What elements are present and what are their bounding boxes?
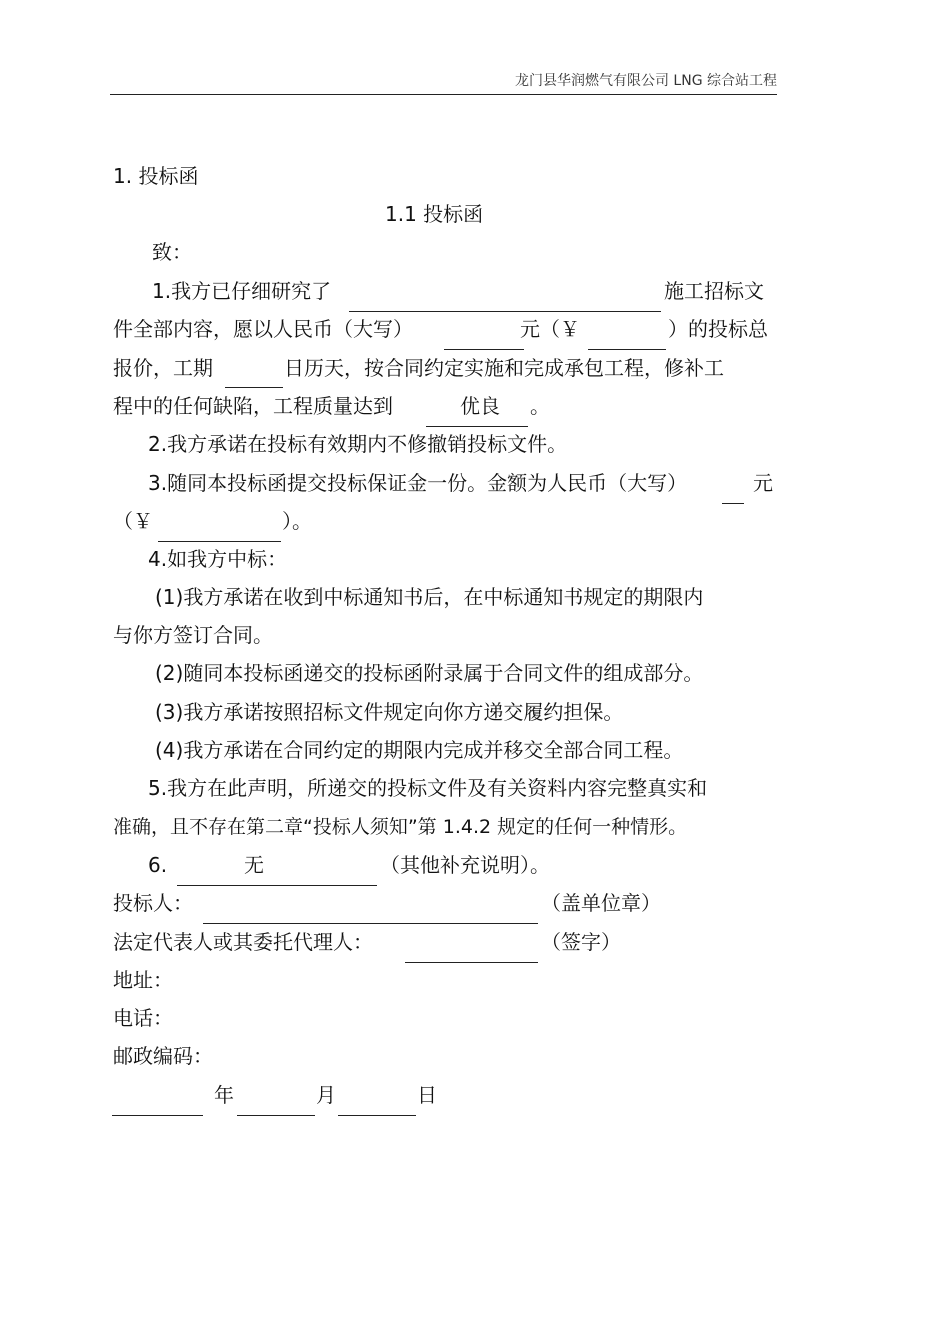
p4-item2: (2)随同本投标函递交的投标函附录属于合同文件的组成部分。	[155, 661, 704, 685]
p4-text: 4.如我方中标：	[148, 547, 288, 571]
blank-deposit-number[interactable]	[158, 541, 281, 542]
p2-text: 2.我方承诺在投标有效期内不修撤销投标文件。	[148, 432, 568, 456]
postcode-label: 邮政编码：	[113, 1044, 213, 1068]
blank-project-name[interactable]	[349, 311, 661, 312]
p3-line2-start: （￥	[113, 509, 153, 533]
blank-year[interactable]	[112, 1115, 203, 1116]
blank-month[interactable]	[237, 1115, 315, 1116]
p1-line3-start: 报价，工期	[113, 356, 213, 380]
month-label: 月	[316, 1083, 336, 1107]
p1-line4-end: 。	[530, 394, 550, 418]
p4-item1-line2: 与你方签订合同。	[113, 623, 273, 647]
p6-number: 6.	[148, 853, 168, 877]
section-subheading: 1.1 投标函	[385, 202, 484, 226]
p1-line3-end: 日历天，按合同约定实施和完成承包工程，修补工	[284, 356, 724, 380]
p3-line2-end: ）。	[282, 509, 312, 533]
p5-line1: 5.我方在此声明，所递交的投标文件及有关资料内容完整真实和	[148, 776, 708, 800]
phone-label: 电话：	[113, 1006, 173, 1030]
quality-value: 优良	[460, 394, 500, 418]
p3-line1-end: 元	[753, 471, 773, 495]
blank-quality[interactable]	[426, 426, 528, 427]
blank-price-number[interactable]	[588, 349, 666, 350]
section-heading: 1. 投标函	[113, 164, 199, 188]
day-label: 日	[417, 1083, 437, 1107]
p1-line2-end: ）的投标总	[668, 317, 768, 341]
representative-sign-note: （签字）	[541, 930, 621, 954]
p1-line1-end: 施工招标文	[664, 279, 764, 303]
p6-value: 无	[244, 853, 264, 877]
salutation: 致：	[152, 240, 192, 264]
bidder-label: 投标人：	[113, 891, 193, 915]
blank-price-uppercase[interactable]	[444, 349, 524, 350]
p4-item4: (4)我方承诺在合同约定的期限内完成并移交全部合同工程。	[155, 738, 684, 762]
p6-note: （其他补充说明）。	[380, 853, 550, 877]
p1-line2-mid: 元（￥	[520, 317, 580, 341]
header-project-title: 龙门县华润燃气有限公司 LNG 综合站工程	[514, 73, 777, 89]
p4-item3: (3)我方承诺按照招标文件规定向你方递交履约担保。	[155, 700, 624, 724]
p3-line1: 3.随同本投标函提交投标保证金一份。金额为人民币（大写）	[148, 471, 688, 495]
p5-line2: 准确，且不存在第二章“投标人须知”第 1.4.2 规定的任何一种情形。	[113, 816, 688, 838]
representative-label: 法定代表人或其委托代理人：	[113, 930, 373, 954]
p1-line1-start: 1.我方已仔细研究了	[152, 279, 332, 303]
address-label: 地址：	[113, 968, 173, 992]
blank-day[interactable]	[338, 1115, 416, 1116]
page-header	[110, 62, 777, 95]
blank-duration[interactable]	[225, 387, 283, 388]
blank-deposit-uppercase[interactable]	[722, 503, 744, 504]
year-label: 年	[214, 1083, 234, 1107]
p4-item1-line1: (1)我方承诺在收到中标通知书后，在中标通知书规定的期限内	[155, 585, 704, 609]
p1-line2-start: 件全部内容，愿以人民币（大写）	[113, 317, 413, 341]
bidder-seal-note: （盖单位章）	[541, 891, 661, 915]
blank-other-notes[interactable]	[177, 885, 377, 886]
blank-representative[interactable]	[405, 962, 538, 963]
p1-line4-start: 程中的任何缺陷，工程质量达到	[113, 394, 393, 418]
blank-bidder[interactable]	[203, 923, 538, 924]
